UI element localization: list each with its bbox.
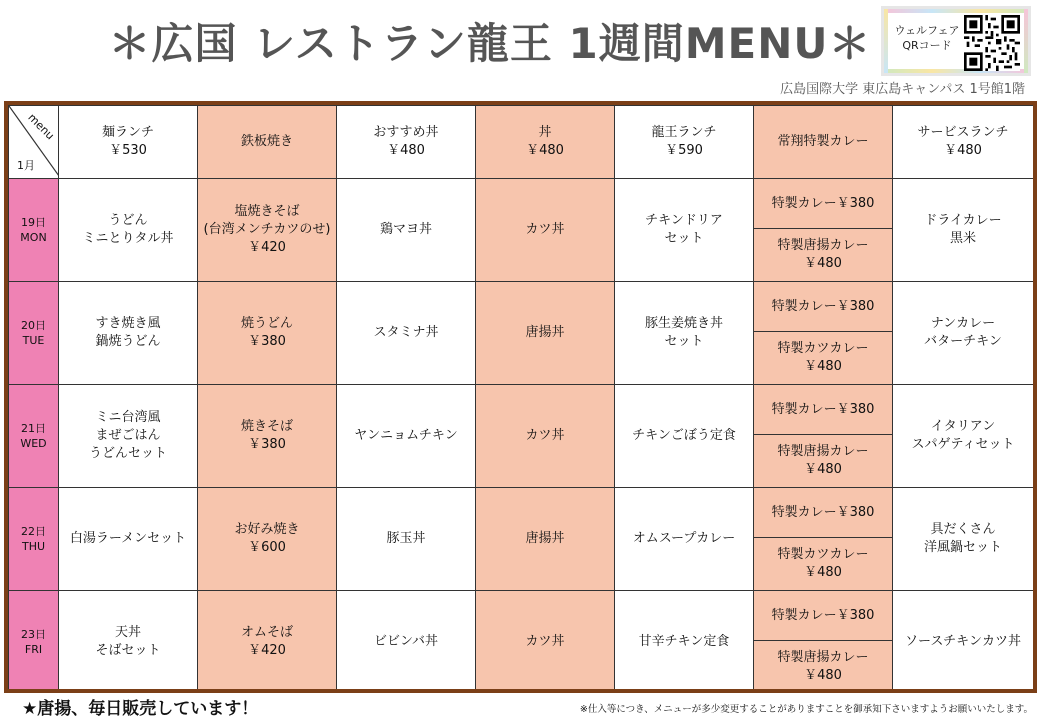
menu-item-special-curry [754,488,893,591]
day-row [9,385,1034,488]
menu-item-service-lunch: ドライカレー 黒米 [893,179,1034,282]
curry-option: 特製唐揚カレー ￥480 [777,650,869,683]
menu-item-ryuo-lunch: オムスープカレー [615,488,754,591]
column-header-noodle-lunch: 麺ランチ ￥530 [59,106,198,179]
curry-option: 特製カレー￥380 [754,385,892,435]
menu-item-service-lunch: イタリアン スパゲティセット [893,385,1034,488]
menu-item-don: カツ丼 [476,385,615,488]
day-date: 21日 WED [9,385,59,488]
menu-item-teppanyaki: オムそば ￥420 [198,591,337,694]
menu-item-don: カツ丼 [476,179,615,282]
day-date: 23日 FRI [9,591,59,694]
corner-month-label: 1月 [17,159,35,172]
menu-item-recommended-don: 豚玉丼 [337,488,476,591]
menu-item-special-curry [754,179,893,282]
menu-item-teppanyaki: お好み焼き ￥600 [198,488,337,591]
column-header-teppanyaki: 鉄板焼き [198,106,337,179]
day-row [9,591,1034,694]
column-header-recommended-don: おすすめ丼 ￥480 [337,106,476,179]
menu-item-don: カツ丼 [476,591,615,694]
day-date: 20日 TUE [9,282,59,385]
menu-item-ryuo-lunch: 甘辛チキン定食 [615,591,754,694]
curry-option: 特製唐揚カレー ￥480 [777,444,869,477]
qr-code-icon[interactable] [964,15,1020,71]
curry-option: 特製カツカレー ￥480 [777,341,869,374]
footer-karaage-note: ★唐揚、毎日販売しています！ [22,699,259,719]
menu-item-noodle-lunch: 天丼 そばセット [59,591,198,694]
curry-option: 特製カツカレー ￥480 [777,547,869,580]
menu-item-teppanyaki: 塩焼きそば (台湾メンチカツのせ) ￥420 [198,179,337,282]
page-title: ＊広国 レストラン龍王 1週間MENU＊ [108,19,872,68]
menu-item-noodle-lunch: 白湯ラーメンセット [59,488,198,591]
qr-label: ウェルフェア QRコード [894,24,960,52]
menu-item-ryuo-lunch: 豚生姜焼き丼 セット [615,282,754,385]
menu-item-special-curry [754,591,893,694]
menu-item-don: 唐揚丼 [476,282,615,385]
welfare-qr-box[interactable] [881,6,1031,76]
curry-option: 特製唐揚カレー ￥480 [777,238,869,271]
menu-item-recommended-don: ビビンバ丼 [337,591,476,694]
column-header-ryuo-lunch: 龍王ランチ ￥590 [615,106,754,179]
day-row [9,488,1034,591]
menu-item-ryuo-lunch: チキンごぼう定食 [615,385,754,488]
menu-item-special-curry [754,385,893,488]
menu-frame [4,101,1037,693]
column-header-service-lunch: サービスランチ ￥480 [893,106,1034,179]
menu-item-service-lunch: 具だくさん 洋風鍋セット [893,488,1034,591]
menu-item-service-lunch: ソースチキンカツ丼 [893,591,1034,694]
column-header-special-curry: 常翔特製カレー [754,106,893,179]
day-date: 19日 MON [9,179,59,282]
menu-item-service-lunch: ナンカレー バターチキン [893,282,1034,385]
corner-menu-label: menu [24,110,57,143]
corner-cell [9,106,59,179]
menu-item-teppanyaki: 焼きそば ￥380 [198,385,337,488]
menu-item-ryuo-lunch: チキンドリア セット [615,179,754,282]
column-header-don: 丼 ￥480 [476,106,615,179]
weekly-menu-table [8,105,1034,693]
menu-item-teppanyaki: 焼うどん ￥380 [198,282,337,385]
day-row [9,282,1034,385]
menu-item-recommended-don: ヤンニョムチキン [337,385,476,488]
menu-item-special-curry [754,282,893,385]
curry-option: 特製カレー￥380 [754,179,892,229]
menu-item-noodle-lunch: すき焼き風 鍋焼うどん [59,282,198,385]
menu-item-recommended-don: スタミナ丼 [337,282,476,385]
curry-option: 特製カレー￥380 [754,591,892,641]
day-row [9,179,1034,282]
menu-item-noodle-lunch: ミニ台湾風 まぜごはん うどんセット [59,385,198,488]
footer-disclaimer: ※仕入等につき、メニューが多少変更することがありますことを御承知下さいますようお願いいたします。 [579,704,1033,715]
menu-item-noodle-lunch: うどん ミニとりタル丼 [59,179,198,282]
day-date: 22日 THU [9,488,59,591]
campus-location: 広島国際大学 東広島キャンパス 1号館1階 [780,82,1025,97]
menu-item-recommended-don: 鶏マヨ丼 [337,179,476,282]
menu-item-don: 唐揚丼 [476,488,615,591]
curry-option: 特製カレー￥380 [754,488,892,538]
header-row [9,106,1034,179]
curry-option: 特製カレー￥380 [754,282,892,332]
